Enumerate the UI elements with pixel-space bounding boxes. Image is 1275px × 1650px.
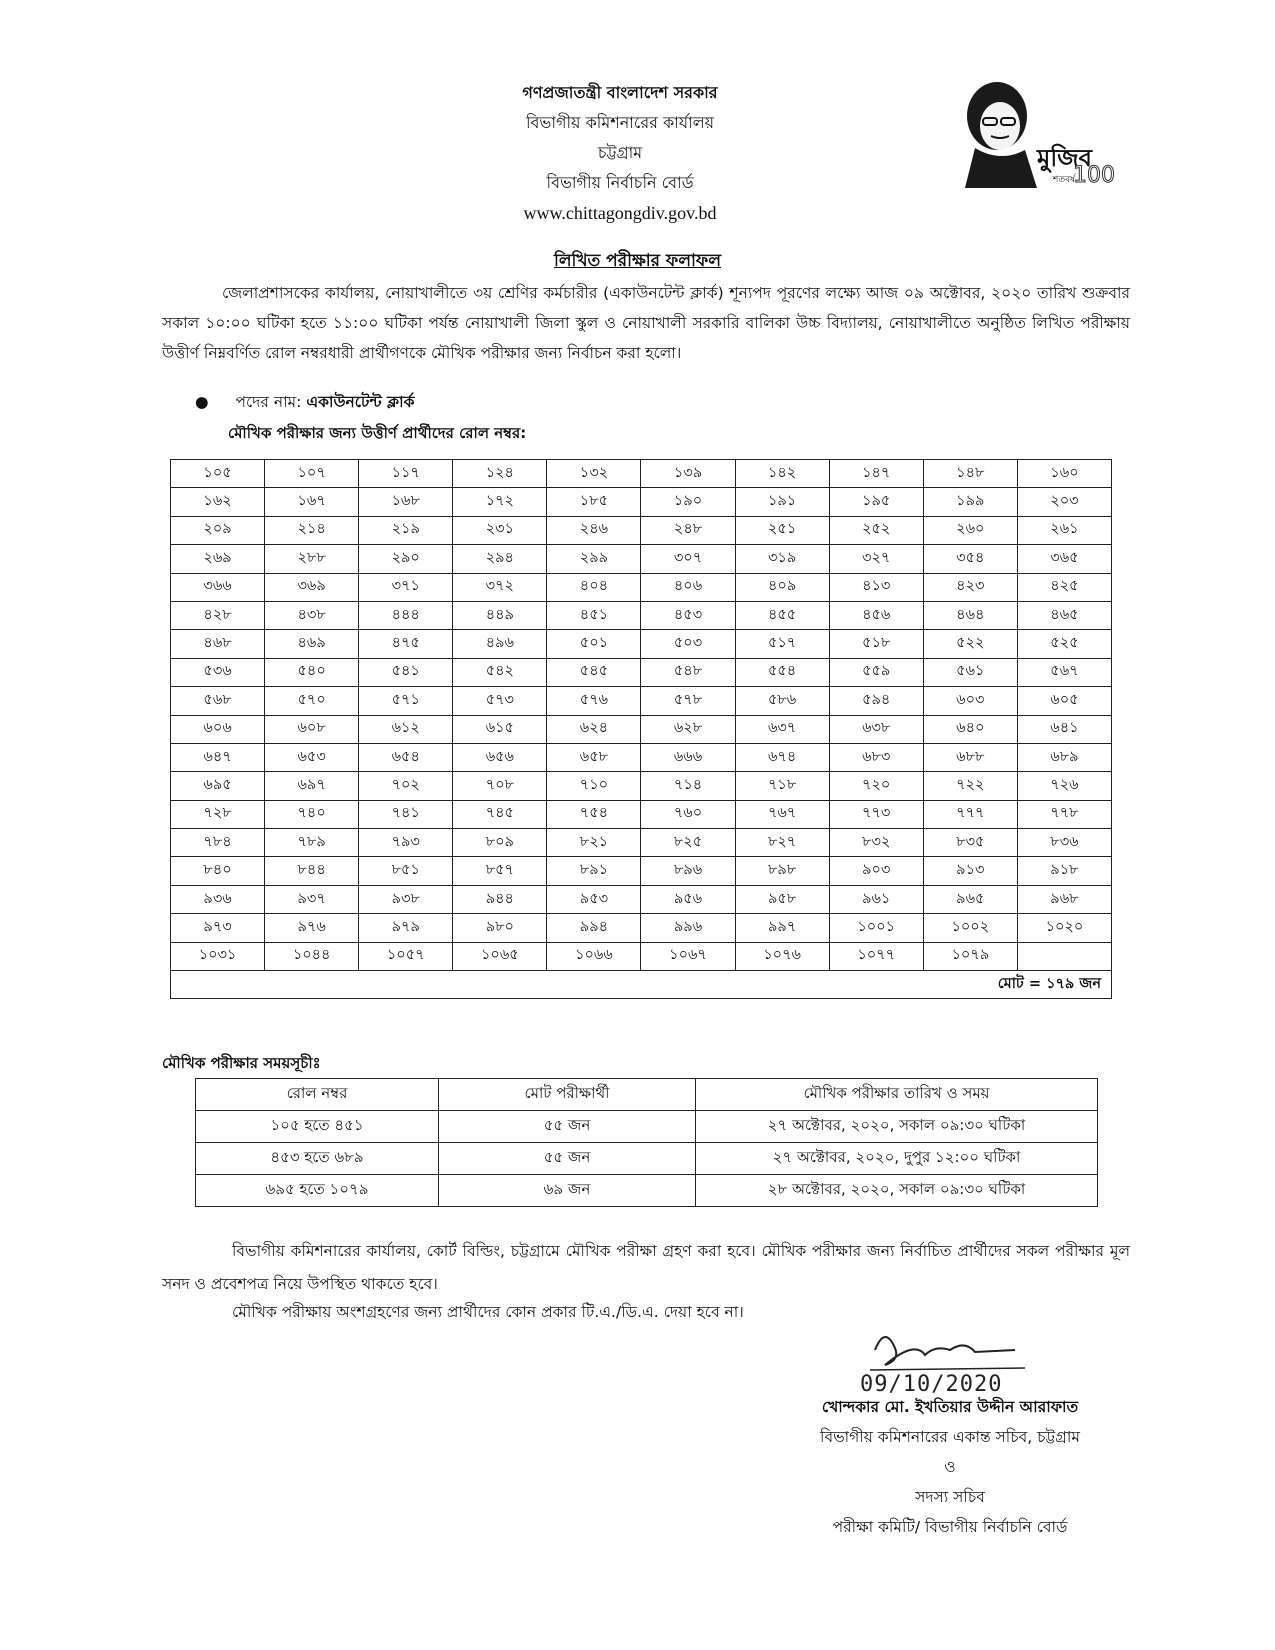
- schedule-cell: ৪৫৩ হতে ৬৮৯: [196, 1143, 439, 1175]
- schedule-cell: ১০৫ হতে ৪৫১: [196, 1111, 439, 1143]
- roll-cell: ৯০৩: [829, 857, 923, 885]
- roll-row: [171, 800, 1112, 828]
- roll-cell: ৭১৮: [735, 772, 829, 800]
- schedule-table: [195, 1078, 1098, 1207]
- roll-cell: ৪৫৬: [829, 601, 923, 629]
- roll-cell: ৪৪৪: [359, 601, 453, 629]
- roll-cell: ৬২৪: [547, 715, 641, 743]
- roll-cell: ৯৭৬: [265, 914, 359, 942]
- roll-cell: ৫৪৮: [641, 658, 735, 686]
- roll-cell: ৫৭৮: [641, 687, 735, 715]
- website-link[interactable]: www.chittagongdiv.gov.bd: [523, 203, 717, 223]
- roll-row: [171, 573, 1112, 601]
- signatory-role: সদস্য সচিব: [915, 1488, 985, 1506]
- roll-cell: ৬৪৭: [171, 743, 265, 771]
- roll-row: [171, 772, 1112, 800]
- roll-cell: ৯৭৩: [171, 914, 265, 942]
- letterhead: [400, 78, 840, 228]
- roll-cell: ১৯৯: [923, 488, 1017, 516]
- roll-cell: ৩৬৯: [265, 573, 359, 601]
- roll-row: [171, 545, 1112, 573]
- roll-cell: ২১৪: [265, 516, 359, 544]
- roll-cell: ৪৫৫: [735, 601, 829, 629]
- roll-cell: ৮২৫: [641, 829, 735, 857]
- roll-cell: ৩০৭: [641, 545, 735, 573]
- schedule-cell: ৫৫ জন: [439, 1111, 696, 1143]
- roll-cell: ৫০৩: [641, 630, 735, 658]
- schedule-col-count: মোট পরীক্ষার্থী: [439, 1079, 696, 1111]
- roll-cell: ১৬৮: [359, 488, 453, 516]
- office-name: বিভাগীয় কমিশনারের কার্যালয়: [525, 113, 715, 132]
- roll-cell: ৯৩৮: [359, 885, 453, 913]
- roll-cell: ৬২৮: [641, 715, 735, 743]
- roll-cell: ৬১৫: [453, 715, 547, 743]
- roll-cell: ৫৭৬: [547, 687, 641, 715]
- roll-cell: ৭৪০: [265, 800, 359, 828]
- roll-cell: ৫৫৯: [829, 658, 923, 686]
- roll-cell: ৬৫৮: [547, 743, 641, 771]
- signatory-and: ও: [944, 1458, 956, 1476]
- roll-cell: ২৫২: [829, 516, 923, 544]
- roll-cell: ৭৬৭: [735, 800, 829, 828]
- roll-cell: ৫৩৬: [171, 658, 265, 686]
- roll-cell: ১৪২: [735, 460, 829, 488]
- roll-cell: ৪১৩: [829, 573, 923, 601]
- roll-cell: ১৯৫: [829, 488, 923, 516]
- roll-cell: ৬৪১: [1017, 715, 1111, 743]
- roll-cell: ১০৭: [265, 460, 359, 488]
- roll-cell: ২১৯: [359, 516, 453, 544]
- roll-cell: ২৯৯: [547, 545, 641, 573]
- roll-cell: ৬১২: [359, 715, 453, 743]
- schedule-cell: ২৮ অক্টোবর, ২০২০, সকাল ০৯:৩০ ঘটিকা: [696, 1175, 1098, 1207]
- roll-cell: ৬০৩: [923, 687, 1017, 715]
- roll-cell: ২৪৬: [547, 516, 641, 544]
- roll-cell: ৭৭৩: [829, 800, 923, 828]
- roll-cell: ৬০৫: [1017, 687, 1111, 715]
- schedule-cell: ৫৫ জন: [439, 1143, 696, 1175]
- roll-cell: ২০৯: [171, 516, 265, 544]
- roll-cell: ৬৪০: [923, 715, 1017, 743]
- roll-cell: ২৪৮: [641, 516, 735, 544]
- roll-cell: ৬৮৮: [923, 743, 1017, 771]
- roll-cell: ৭৮৪: [171, 829, 265, 857]
- roll-cell: ২৯০: [359, 545, 453, 573]
- roll-cell: ৭১৪: [641, 772, 735, 800]
- roll-cell: ৫৮৬: [735, 687, 829, 715]
- intro-paragraph: জেলাপ্রশাসকের কার্যালয়, নোয়াখালীতে ৩য় শ্রেণির কর্মচারীর (একাউনটেন্ট ক্লার্ক) শূন্যপদ পূরণের লক্ষ্যে আজ ০৯ অক্টোবর, ২০২০ তারিখ শুক্রবার সকাল ১০:০০ ঘটিকা হতে ১১:০০ ঘটিকা পর্যন্ত নোয়াখালী জিলা স্কুল ও নোয়াখালী সরকারি বালিকা উচ্চ বিদ্যালয়, নোয়াখালীতে অনুষ্ঠিত লিখিত পরীক্ষায় উত্তীর্ণ নিম্নবর্ণিত রোল নম্বরধারী প্রার্থীগণকে মৌখিক পরীক্ষার জন্য নির্বাচন করা হলো।: [162, 284, 1130, 362]
- roll-cell: ৮৯১: [547, 857, 641, 885]
- roll-cell: ১২৪: [453, 460, 547, 488]
- document-title: লিখিত পরীক্ষার ফলাফল: [553, 251, 722, 271]
- roll-cell: ৯৩৬: [171, 885, 265, 913]
- logo-num: 100: [1073, 163, 1115, 188]
- schedule-col-roll: রোল নম্বর: [196, 1079, 439, 1111]
- roll-cell: ৬৮৩: [829, 743, 923, 771]
- roll-cell: ৭৭৭: [923, 800, 1017, 828]
- roll-cell: ১০৫: [171, 460, 265, 488]
- schedule-cell: ৬৯৫ হতে ১০৭৯: [196, 1175, 439, 1207]
- roll-cell: ১৬২: [171, 488, 265, 516]
- roll-row: [171, 630, 1112, 658]
- roll-cell: ৮৪০: [171, 857, 265, 885]
- roll-cell: ৪০৪: [547, 573, 641, 601]
- roll-cell: ৯৯৬: [641, 914, 735, 942]
- roll-cell: ৮৩২: [829, 829, 923, 857]
- venue-note: বিভাগীয় কমিশনারের কার্যালয়, কোর্ট বিল্ডিং, চট্টগ্রামে মৌখিক পরীক্ষা গ্রহণ করা হবে। মৌখিক পরীক্ষার জন্য নির্বাচিত প্রার্থীদের সকল পরীক্ষার মূল সনদ ও প্রবেশপত্র নিয়ে উপস্থিত থাকতে হবে।: [162, 1242, 1130, 1293]
- roll-cell: ১৯০: [641, 488, 735, 516]
- roll-cell: ৮২১: [547, 829, 641, 857]
- roll-cell: ৫৬৮: [171, 687, 265, 715]
- bullet-icon: ●: [195, 393, 209, 411]
- roll-cell: ৭৮৯: [265, 829, 359, 857]
- roll-cell: ৪৩৮: [265, 601, 359, 629]
- roll-cell: ৯৩৭: [265, 885, 359, 913]
- roll-cell: ৪৫১: [547, 601, 641, 629]
- roll-cell: ৩৭১: [359, 573, 453, 601]
- roll-cell: ২৮৮: [265, 545, 359, 573]
- roll-cell: ৮৩৫: [923, 829, 1017, 857]
- roll-cell: ৬৮৯: [1017, 743, 1111, 771]
- roll-cell: ১৮৫: [547, 488, 641, 516]
- roll-cell: ৫২৫: [1017, 630, 1111, 658]
- signatory-name: খোন্দকার মো. ইখতিয়ার উদ্দীন আরাফাত: [821, 1398, 1079, 1416]
- roll-cell: ৩১৯: [735, 545, 829, 573]
- roll-cell: ২০৩: [1017, 488, 1111, 516]
- schedule-header-row: [196, 1079, 1098, 1111]
- total-row: [171, 971, 1112, 999]
- roll-row: [171, 743, 1112, 771]
- roll-cell: ৩২৭: [829, 545, 923, 573]
- roll-cell: ৮২৭: [735, 829, 829, 857]
- roll-cell: ৯৫৬: [641, 885, 735, 913]
- schedule-row: [196, 1143, 1098, 1175]
- roll-cell: ৬০৮: [265, 715, 359, 743]
- roll-cell: ২৬০: [923, 516, 1017, 544]
- roll-cell: ১০৬৫: [453, 942, 547, 970]
- roll-cell: ৬৫৬: [453, 743, 547, 771]
- roll-cell: ৫৭৩: [453, 687, 547, 715]
- roll-cell: ৪৬৫: [1017, 601, 1111, 629]
- roll-cell: ৬৫৪: [359, 743, 453, 771]
- roll-cell: ৭২০: [829, 772, 923, 800]
- post-label: পদের নাম:: [235, 393, 302, 411]
- post-name-line: [195, 390, 415, 416]
- roll-cell: ৮৯৮: [735, 857, 829, 885]
- schedule-cell: ৬৯ জন: [439, 1175, 696, 1207]
- org-name: গণপ্রজাতন্ত্রী বাংলাদেশ সরকার: [522, 83, 718, 102]
- schedule-col-datetime: মৌখিক পরীক্ষার তারিখ ও সময়: [696, 1079, 1098, 1111]
- roll-cell: ১৩৯: [641, 460, 735, 488]
- roll-cell: ৭১০: [547, 772, 641, 800]
- roll-cell: ৪৯৬: [453, 630, 547, 658]
- roll-row: [171, 601, 1112, 629]
- roll-heading: মৌখিক পরীক্ষার জন্য উত্তীর্ণ প্রার্থীদের রোল নম্বর:: [228, 424, 527, 442]
- roll-cell: ৮৯৬: [641, 857, 735, 885]
- roll-cell: ১৬৭: [265, 488, 359, 516]
- ta-da-note: মৌখিক পরীক্ষায় অংশগ্রহণের জন্য প্রার্থীদের কোন প্রকার টি.এ./ডি.এ. দেয়া হবে না।: [232, 1303, 744, 1321]
- roll-cell: ৪২৩: [923, 573, 1017, 601]
- signatory-block: [690, 1392, 1210, 1542]
- roll-cell: ৮৩৬: [1017, 829, 1111, 857]
- roll-cell: ৭৯৩: [359, 829, 453, 857]
- roll-cell: ৯৫৮: [735, 885, 829, 913]
- roll-cell: ৩৭২: [453, 573, 547, 601]
- roll-cell: ৯১৩: [923, 857, 1017, 885]
- roll-cell: ১০০২: [923, 914, 1017, 942]
- roll-cell: ৫৪১: [359, 658, 453, 686]
- roll-cell: ৫৫৪: [735, 658, 829, 686]
- roll-cell: ৭৪৫: [453, 800, 547, 828]
- roll-cell: ৭৬০: [641, 800, 735, 828]
- roll-cell: ৮৫৭: [453, 857, 547, 885]
- roll-cell: ৯৪৪: [453, 885, 547, 913]
- roll-cell: ৯৬৫: [923, 885, 1017, 913]
- roll-cell: ১০৫৭: [359, 942, 453, 970]
- roll-cell: ৫৭০: [265, 687, 359, 715]
- roll-cell: ৫৭১: [359, 687, 453, 715]
- roll-cell: ৬৫৩: [265, 743, 359, 771]
- roll-cell: ৫১৭: [735, 630, 829, 658]
- roll-cell: ৪৪৯: [453, 601, 547, 629]
- roll-cell: ৫৪৫: [547, 658, 641, 686]
- roll-cell: [1017, 942, 1111, 970]
- roll-cell: ১৯১: [735, 488, 829, 516]
- roll-row: [171, 914, 1112, 942]
- roll-cell: ৩৫৪: [923, 545, 1017, 573]
- roll-cell: ৯৯৭: [735, 914, 829, 942]
- roll-cell: ৭৭৮: [1017, 800, 1111, 828]
- roll-cell: ৬৭৪: [735, 743, 829, 771]
- roll-cell: ৪৭৫: [359, 630, 453, 658]
- roll-cell: ৪০৯: [735, 573, 829, 601]
- total-count: মোট = ১৭৯ জন: [171, 971, 1112, 999]
- roll-cell: ৫৬৭: [1017, 658, 1111, 686]
- roll-cell: ১০৭৯: [923, 942, 1017, 970]
- roll-cell: ৪২৮: [171, 601, 265, 629]
- roll-cell: ৬৯৫: [171, 772, 265, 800]
- schedule-row: [196, 1175, 1098, 1207]
- roll-cell: ২৬৯: [171, 545, 265, 573]
- roll-cell: ৮৪৪: [265, 857, 359, 885]
- roll-row: [171, 658, 1112, 686]
- logo-sub: শতবর্ষ: [1053, 175, 1076, 185]
- roll-cell: ৪৫৩: [641, 601, 735, 629]
- roll-cell: ১০৬৬: [547, 942, 641, 970]
- signature-date: 09/10/2020: [860, 1372, 1003, 1397]
- roll-cell: ১৬০: [1017, 460, 1111, 488]
- roll-row: [171, 715, 1112, 743]
- roll-row: [171, 687, 1112, 715]
- roll-cell: ৬৩৭: [735, 715, 829, 743]
- roll-cell: ২৩১: [453, 516, 547, 544]
- roll-cell: ৯৯৪: [547, 914, 641, 942]
- post-name: একাউনটেন্ট ক্লার্ক: [306, 393, 415, 411]
- roll-number-table: [170, 459, 1112, 999]
- city-name: চট্টগ্রাম: [597, 143, 643, 162]
- roll-cell: ৭৪১: [359, 800, 453, 828]
- roll-cell: ১০২০: [1017, 914, 1111, 942]
- roll-cell: ৫৬১: [923, 658, 1017, 686]
- schedule-cell: ২৭ অক্টোবর, ২০২০, সকাল ০৯:৩০ ঘটিকা: [696, 1111, 1098, 1143]
- roll-cell: ৮০৯: [453, 829, 547, 857]
- roll-cell: ৬০৬: [171, 715, 265, 743]
- roll-cell: ৯৭৯: [359, 914, 453, 942]
- roll-cell: ৬৬৬: [641, 743, 735, 771]
- roll-cell: ৫২২: [923, 630, 1017, 658]
- roll-cell: ৯৫৩: [547, 885, 641, 913]
- roll-cell: ১০৩১: [171, 942, 265, 970]
- roll-cell: ৫৪২: [453, 658, 547, 686]
- roll-cell: ২৯৪: [453, 545, 547, 573]
- roll-cell: ৩৬৬: [171, 573, 265, 601]
- roll-cell: ৭২২: [923, 772, 1017, 800]
- logo-text: মুজিব: [1037, 144, 1093, 172]
- roll-cell: ৪৬৮: [171, 630, 265, 658]
- roll-cell: ৯৬৮: [1017, 885, 1111, 913]
- roll-cell: ১০০১: [829, 914, 923, 942]
- mujib-centenary-logo: [945, 78, 1115, 198]
- roll-cell: ১৭২: [453, 488, 547, 516]
- roll-cell: ৪২৫: [1017, 573, 1111, 601]
- signatory-title: বিভাগীয় কমিশনারের একান্ত সচিব, চট্টগ্রাম: [820, 1428, 1080, 1446]
- roll-cell: ১১৭: [359, 460, 453, 488]
- schedule-heading: মৌখিক পরীক্ষার সময়সূচীঃ: [162, 1054, 321, 1072]
- roll-cell: ১৩২: [547, 460, 641, 488]
- roll-cell: ৭০২: [359, 772, 453, 800]
- roll-row: [171, 488, 1112, 516]
- roll-cell: ৫০১: [547, 630, 641, 658]
- roll-cell: ৭৫৪: [547, 800, 641, 828]
- roll-cell: ৪০৬: [641, 573, 735, 601]
- roll-cell: ৭০৮: [453, 772, 547, 800]
- roll-cell: ৫৯৪: [829, 687, 923, 715]
- roll-cell: ৯১৮: [1017, 857, 1111, 885]
- roll-cell: ৭২৬: [1017, 772, 1111, 800]
- roll-cell: ১০৪৪: [265, 942, 359, 970]
- roll-row: [171, 460, 1112, 488]
- schedule-row: [196, 1111, 1098, 1143]
- roll-cell: ৭২৮: [171, 800, 265, 828]
- roll-cell: ১৪৮: [923, 460, 1017, 488]
- board-name: বিভাগীয় নির্বাচনি বোর্ড: [546, 173, 694, 192]
- roll-cell: ৬৩৮: [829, 715, 923, 743]
- schedule-cell: ২৭ অক্টোবর, ২০২০, দুপুর ১২:০০ ঘটিকা: [696, 1143, 1098, 1175]
- roll-cell: ৫৪০: [265, 658, 359, 686]
- roll-row: [171, 857, 1112, 885]
- roll-row: [171, 516, 1112, 544]
- roll-cell: ১০৬৭: [641, 942, 735, 970]
- roll-cell: ২৫১: [735, 516, 829, 544]
- roll-cell: ১০৭৬: [735, 942, 829, 970]
- roll-cell: ১০৭৭: [829, 942, 923, 970]
- roll-cell: ৬৯৭: [265, 772, 359, 800]
- roll-cell: ৮৫১: [359, 857, 453, 885]
- roll-cell: ৯৬১: [829, 885, 923, 913]
- roll-cell: ৯৮০: [453, 914, 547, 942]
- roll-cell: ৩৬৫: [1017, 545, 1111, 573]
- roll-row: [171, 885, 1112, 913]
- roll-cell: ২৬১: [1017, 516, 1111, 544]
- roll-cell: ১৪৭: [829, 460, 923, 488]
- roll-cell: ৪৬৯: [265, 630, 359, 658]
- roll-row: [171, 942, 1112, 970]
- signatory-committee: পরীক্ষা কমিটি/ বিভাগীয় নির্বাচনি বোর্ড: [832, 1518, 1068, 1536]
- roll-cell: ৪৬৪: [923, 601, 1017, 629]
- roll-cell: ৫১৮: [829, 630, 923, 658]
- roll-row: [171, 829, 1112, 857]
